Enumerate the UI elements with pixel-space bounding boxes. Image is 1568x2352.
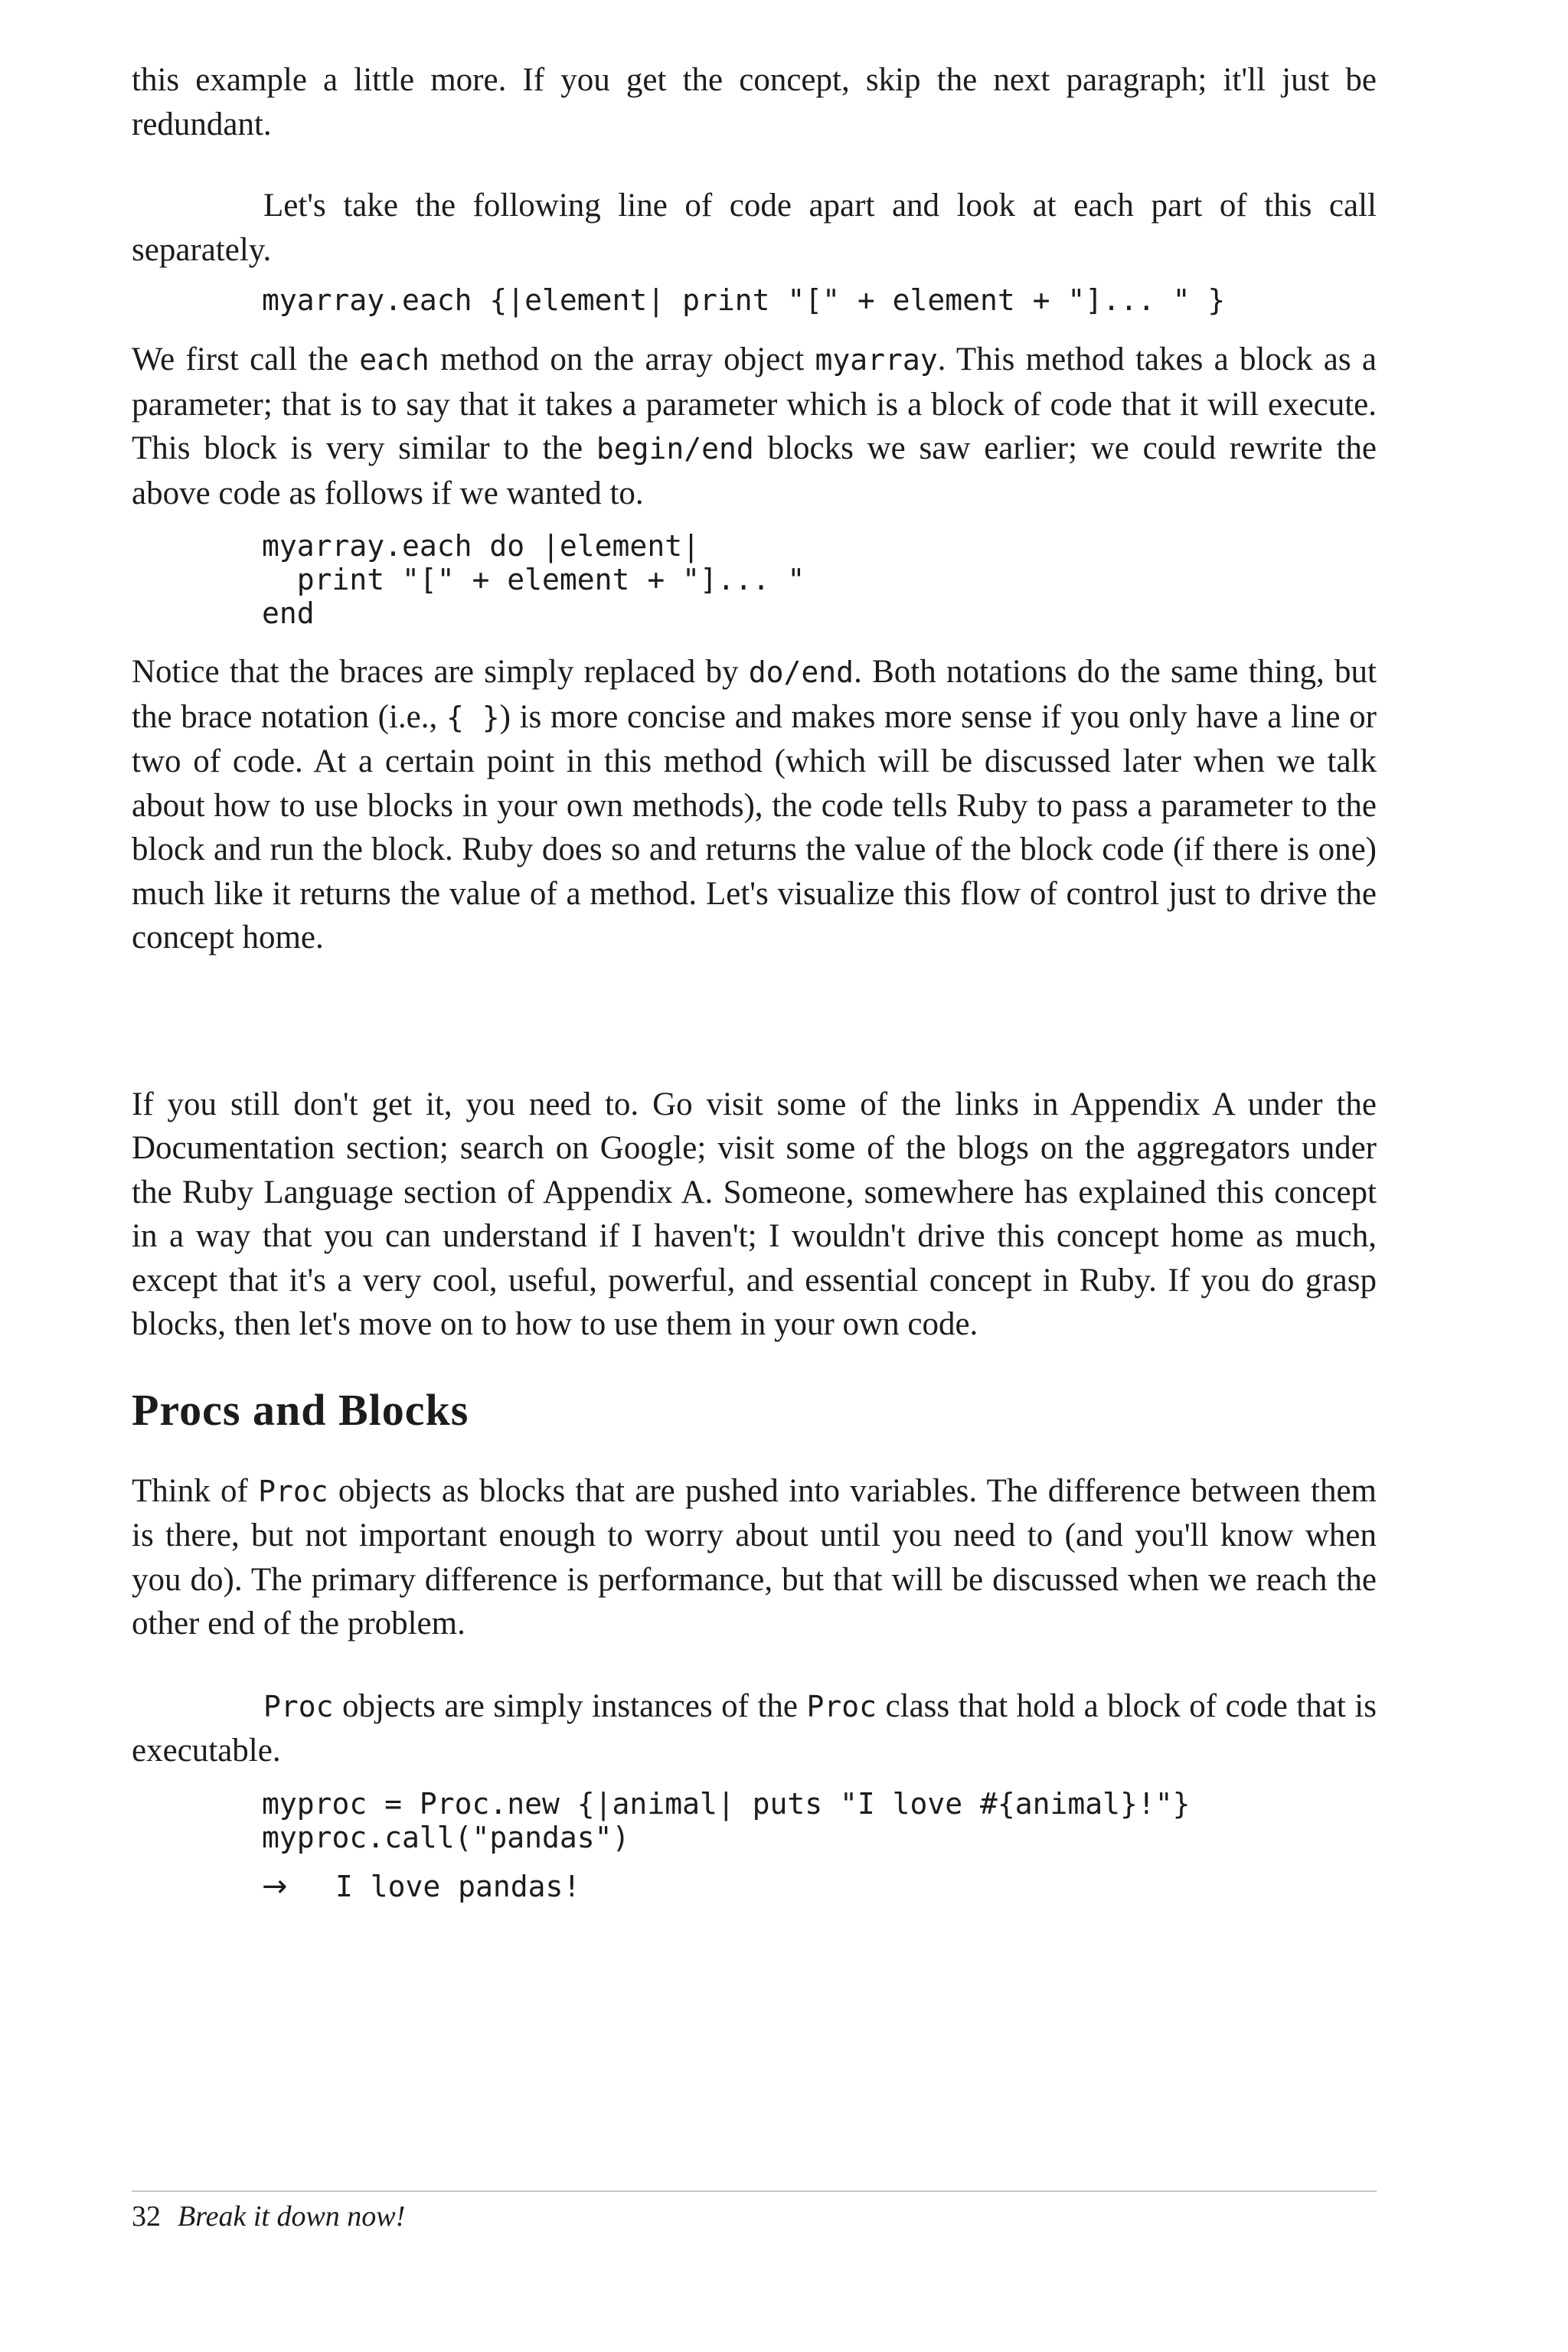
paragraph-braces-notation: Notice that the braces are simply replaced by do/end. Both notations do the same thing, but the brace notation (i.e., { }) is more concise and makes more sense if you only have a line or two of code. At a certain point in this method (which will be discussed later when we talk about how to use blocks in your own methods), the code tells Ruby to pass a parameter to the block and run the block. Ruby does so and returns the value of the block code (if there is one) much like it returns the value of a method. Let's visualize this flow of control just to drive the concept home. bbox=[132, 654, 1377, 956]
paragraph-proc-instances: Proc objects are simply instances of the Proc class that hold a block of code that is executable. bbox=[132, 1687, 1377, 1769]
footer-divider bbox=[132, 2190, 1377, 2192]
inline-code-proc: Proc bbox=[258, 1474, 328, 1508]
paragraph-each-method: We first call the each method on the array object myarray. This method takes a block as a parameter; that is to say that it takes a parameter which is a block of code that it will execute. This block is very similar to the begin/end blocks we saw earlier; we could rewrite the above code as follows if we wanted to. bbox=[132, 341, 1377, 511]
code-result-line bbox=[132, 1870, 1377, 1903]
page-number: 32 bbox=[132, 2200, 161, 2233]
running-title: Break it down now! bbox=[178, 2200, 406, 2233]
inline-code-proc-2: Proc bbox=[806, 1689, 877, 1723]
paragraph-still-dont-get-it: If you still don't get it, you need to. Go visit some of the links in Appendix A under the Documentation section; search on Google; visit some of the blogs on the aggregators under the Ruby Language section of Appendix A. Someone, somewhere has explained this concept in a way that you can understand if I haven't; I wouldn't drive this concept home as much, except that it's a very cool, useful, powerful, and essential concept in Ruby. If you do grasp blocks, then let's move on to how to use them in your own code. bbox=[132, 1086, 1377, 1342]
result-text: I love pandas! bbox=[335, 1869, 581, 1903]
paragraph-continuation: this example a little more. If you get the concept, skip the next paragraph; it'll just be redundant. bbox=[132, 62, 1377, 142]
code-block-each-do-end: myarray.each do |element| print "[" + element + "]... " end bbox=[262, 529, 805, 630]
paragraph-take-apart: Let's take the following line of code apart and look at each part of this call separately. bbox=[132, 188, 1377, 268]
inline-code-do-end: do/end bbox=[748, 655, 854, 689]
paragraph-proc-objects: Think of Proc objects as blocks that are pushed into variables. The difference between them is there, but not important enough to worry about until you need to (and you'll know when you do). The primary difference is performance, but that will be discussed when we reach the other end of the problem. bbox=[132, 1472, 1377, 1642]
result-arrow-icon: → bbox=[262, 1868, 288, 1904]
page-footer bbox=[132, 2197, 405, 2236]
code-block-proc-new: myproc = Proc.new {|animal| puts "I love #{animal}!"} myproc.call("pandas") bbox=[262, 1786, 1191, 1854]
inline-code-myarray: myarray bbox=[815, 343, 938, 377]
inline-code-begin-end: begin/end bbox=[596, 432, 754, 466]
inline-code-proc-1: Proc bbox=[263, 1689, 334, 1723]
inline-code-braces: { } bbox=[446, 700, 500, 734]
page-body bbox=[132, 58, 1377, 1903]
section-heading: Procs and Blocks bbox=[132, 1384, 469, 1435]
code-block-each-braces: myarray.each {|element| print "[" + element + "]... " } bbox=[262, 283, 1226, 317]
inline-code-each: each bbox=[359, 343, 430, 377]
